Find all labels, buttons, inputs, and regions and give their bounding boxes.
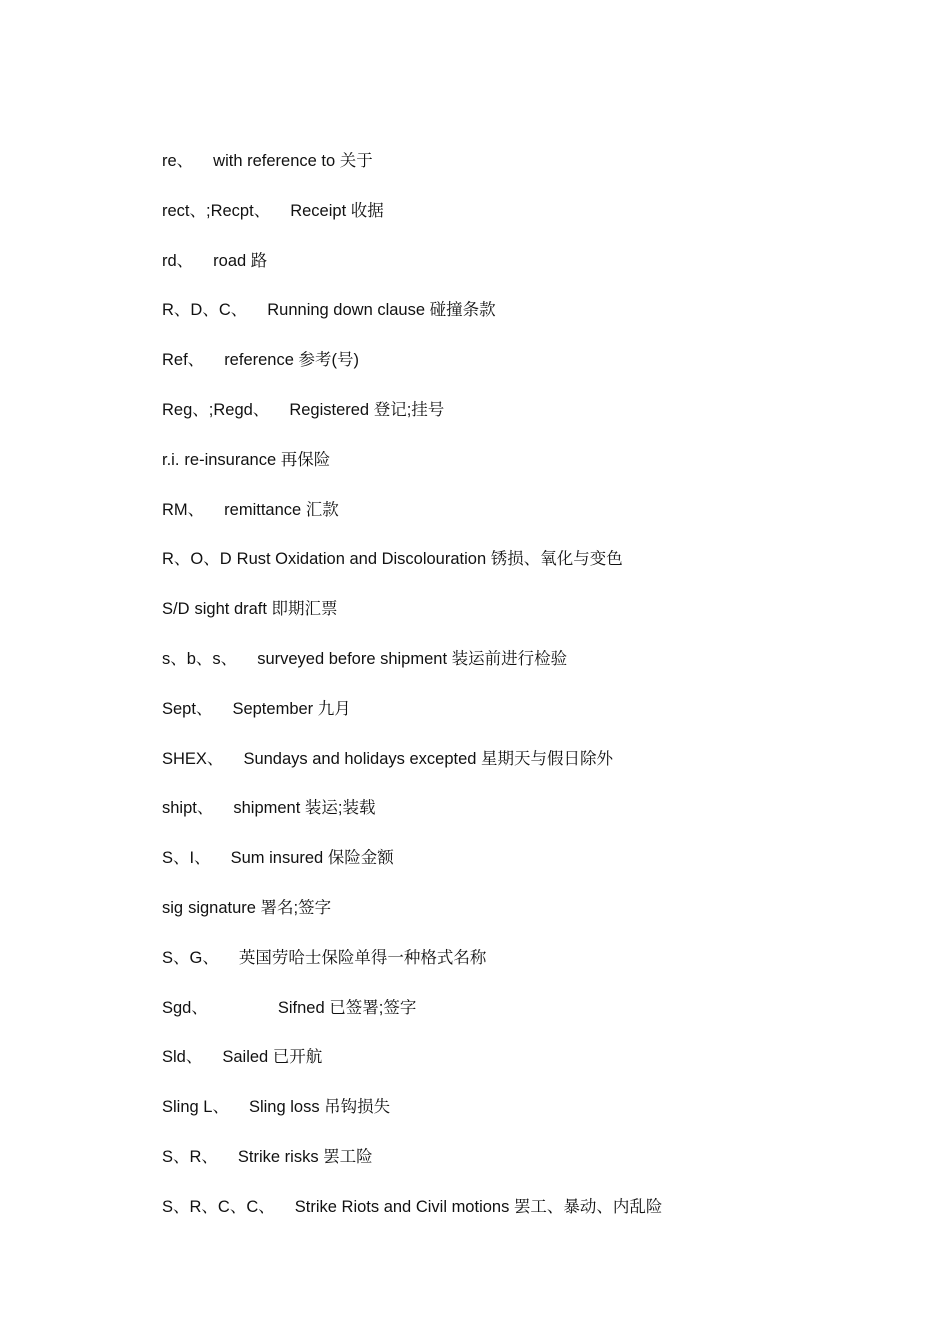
glossary-entry xyxy=(162,646,882,696)
entry-abbreviation: Ref、 xyxy=(162,351,205,370)
glossary-entry xyxy=(162,995,882,1045)
entry-abbreviation: s、b、s、 xyxy=(162,649,238,668)
glossary-entry xyxy=(162,297,882,347)
entry-abbreviation: SHEX、 xyxy=(162,749,224,768)
entry-abbreviation: rd、 xyxy=(162,251,194,270)
glossary-entry xyxy=(162,746,882,796)
glossary-entry xyxy=(162,148,882,198)
glossary-entry xyxy=(162,347,882,397)
entry-definition: Sailed 已开航 xyxy=(222,1048,323,1067)
entry-definition: road 路 xyxy=(213,251,268,270)
entry-abbreviation: Sling L、 xyxy=(162,1098,229,1117)
entry-definition: 英国劳哈士保险单得一种格式名称 xyxy=(238,948,487,967)
entry-abbreviation: S、G、 xyxy=(162,948,219,967)
glossary-entry xyxy=(162,1144,882,1194)
entry-definition: with reference to 关于 xyxy=(213,152,373,170)
entry-abbreviation: sig xyxy=(162,898,184,917)
entry-definition: surveyed before shipment 装运前进行检验 xyxy=(257,649,568,668)
glossary-entry xyxy=(162,845,882,895)
glossary-entry xyxy=(162,248,882,298)
glossary-entry xyxy=(162,795,882,845)
glossary-entry xyxy=(162,198,882,248)
entry-abbreviation: Sld、 xyxy=(162,1048,203,1067)
entry-definition: Receipt 收据 xyxy=(290,201,384,220)
entry-abbreviation: R、D、C、 xyxy=(162,301,248,320)
entry-definition: remittance 汇款 xyxy=(224,500,339,519)
glossary-entry xyxy=(162,696,882,746)
entry-abbreviation: re、 xyxy=(162,152,194,170)
entry-definition: Sifned 已签署;签字 xyxy=(277,998,417,1017)
glossary-entry xyxy=(162,497,882,547)
glossary-entry xyxy=(162,945,882,995)
glossary-entry xyxy=(162,1094,882,1144)
glossary-entry xyxy=(162,1044,882,1094)
abbreviation-glossary xyxy=(162,148,882,1244)
entry-definition: Strike risks 罢工险 xyxy=(237,1147,373,1166)
entry-definition: Sum insured 保险金额 xyxy=(230,849,394,868)
entry-abbreviation: RM、 xyxy=(162,500,205,519)
entry-definition: Strike Riots and Civil motions 罢工、暴动、内乱险 xyxy=(294,1197,663,1216)
glossary-entry xyxy=(162,397,882,447)
entry-definition: September 九月 xyxy=(232,699,351,718)
entry-abbreviation: Sept、 xyxy=(162,699,213,718)
entry-definition: Registered 登记;挂号 xyxy=(289,400,445,419)
entry-definition: re-insurance 再保险 xyxy=(184,450,331,469)
entry-abbreviation: R、O、D xyxy=(162,550,232,569)
entry-abbreviation: S、R、 xyxy=(162,1147,218,1166)
glossary-entry xyxy=(162,895,882,945)
entry-definition: signature 署名;签字 xyxy=(188,898,332,917)
entry-abbreviation: Reg、;Regd、 xyxy=(162,400,270,419)
entry-abbreviation: S、I、 xyxy=(162,849,211,868)
entry-definition: Sundays and holidays excepted 星期天与假日除外 xyxy=(243,749,614,768)
glossary-entry xyxy=(162,1194,882,1244)
entry-abbreviation: Sgd、 xyxy=(162,998,208,1017)
entry-definition: sight draft 即期汇票 xyxy=(194,600,338,619)
glossary-entry xyxy=(162,546,882,596)
entry-abbreviation: S、R、C、C、 xyxy=(162,1197,275,1216)
entry-abbreviation: r.i. xyxy=(162,450,180,469)
entry-abbreviation: shipt、 xyxy=(162,799,214,818)
entry-abbreviation: S/D xyxy=(162,600,190,619)
glossary-entry xyxy=(162,596,882,646)
entry-definition: Rust Oxidation and Discolouration 锈损、氧化与变色 xyxy=(236,550,623,569)
entry-definition: shipment 装运;装载 xyxy=(233,799,376,818)
entry-abbreviation: rect、;Recpt、 xyxy=(162,201,271,220)
entry-definition: reference 参考(号) xyxy=(224,351,359,370)
entry-definition: Sling loss 吊钩损失 xyxy=(248,1098,391,1117)
entry-definition: Running down clause 碰撞条款 xyxy=(267,301,496,320)
glossary-entry xyxy=(162,447,882,497)
